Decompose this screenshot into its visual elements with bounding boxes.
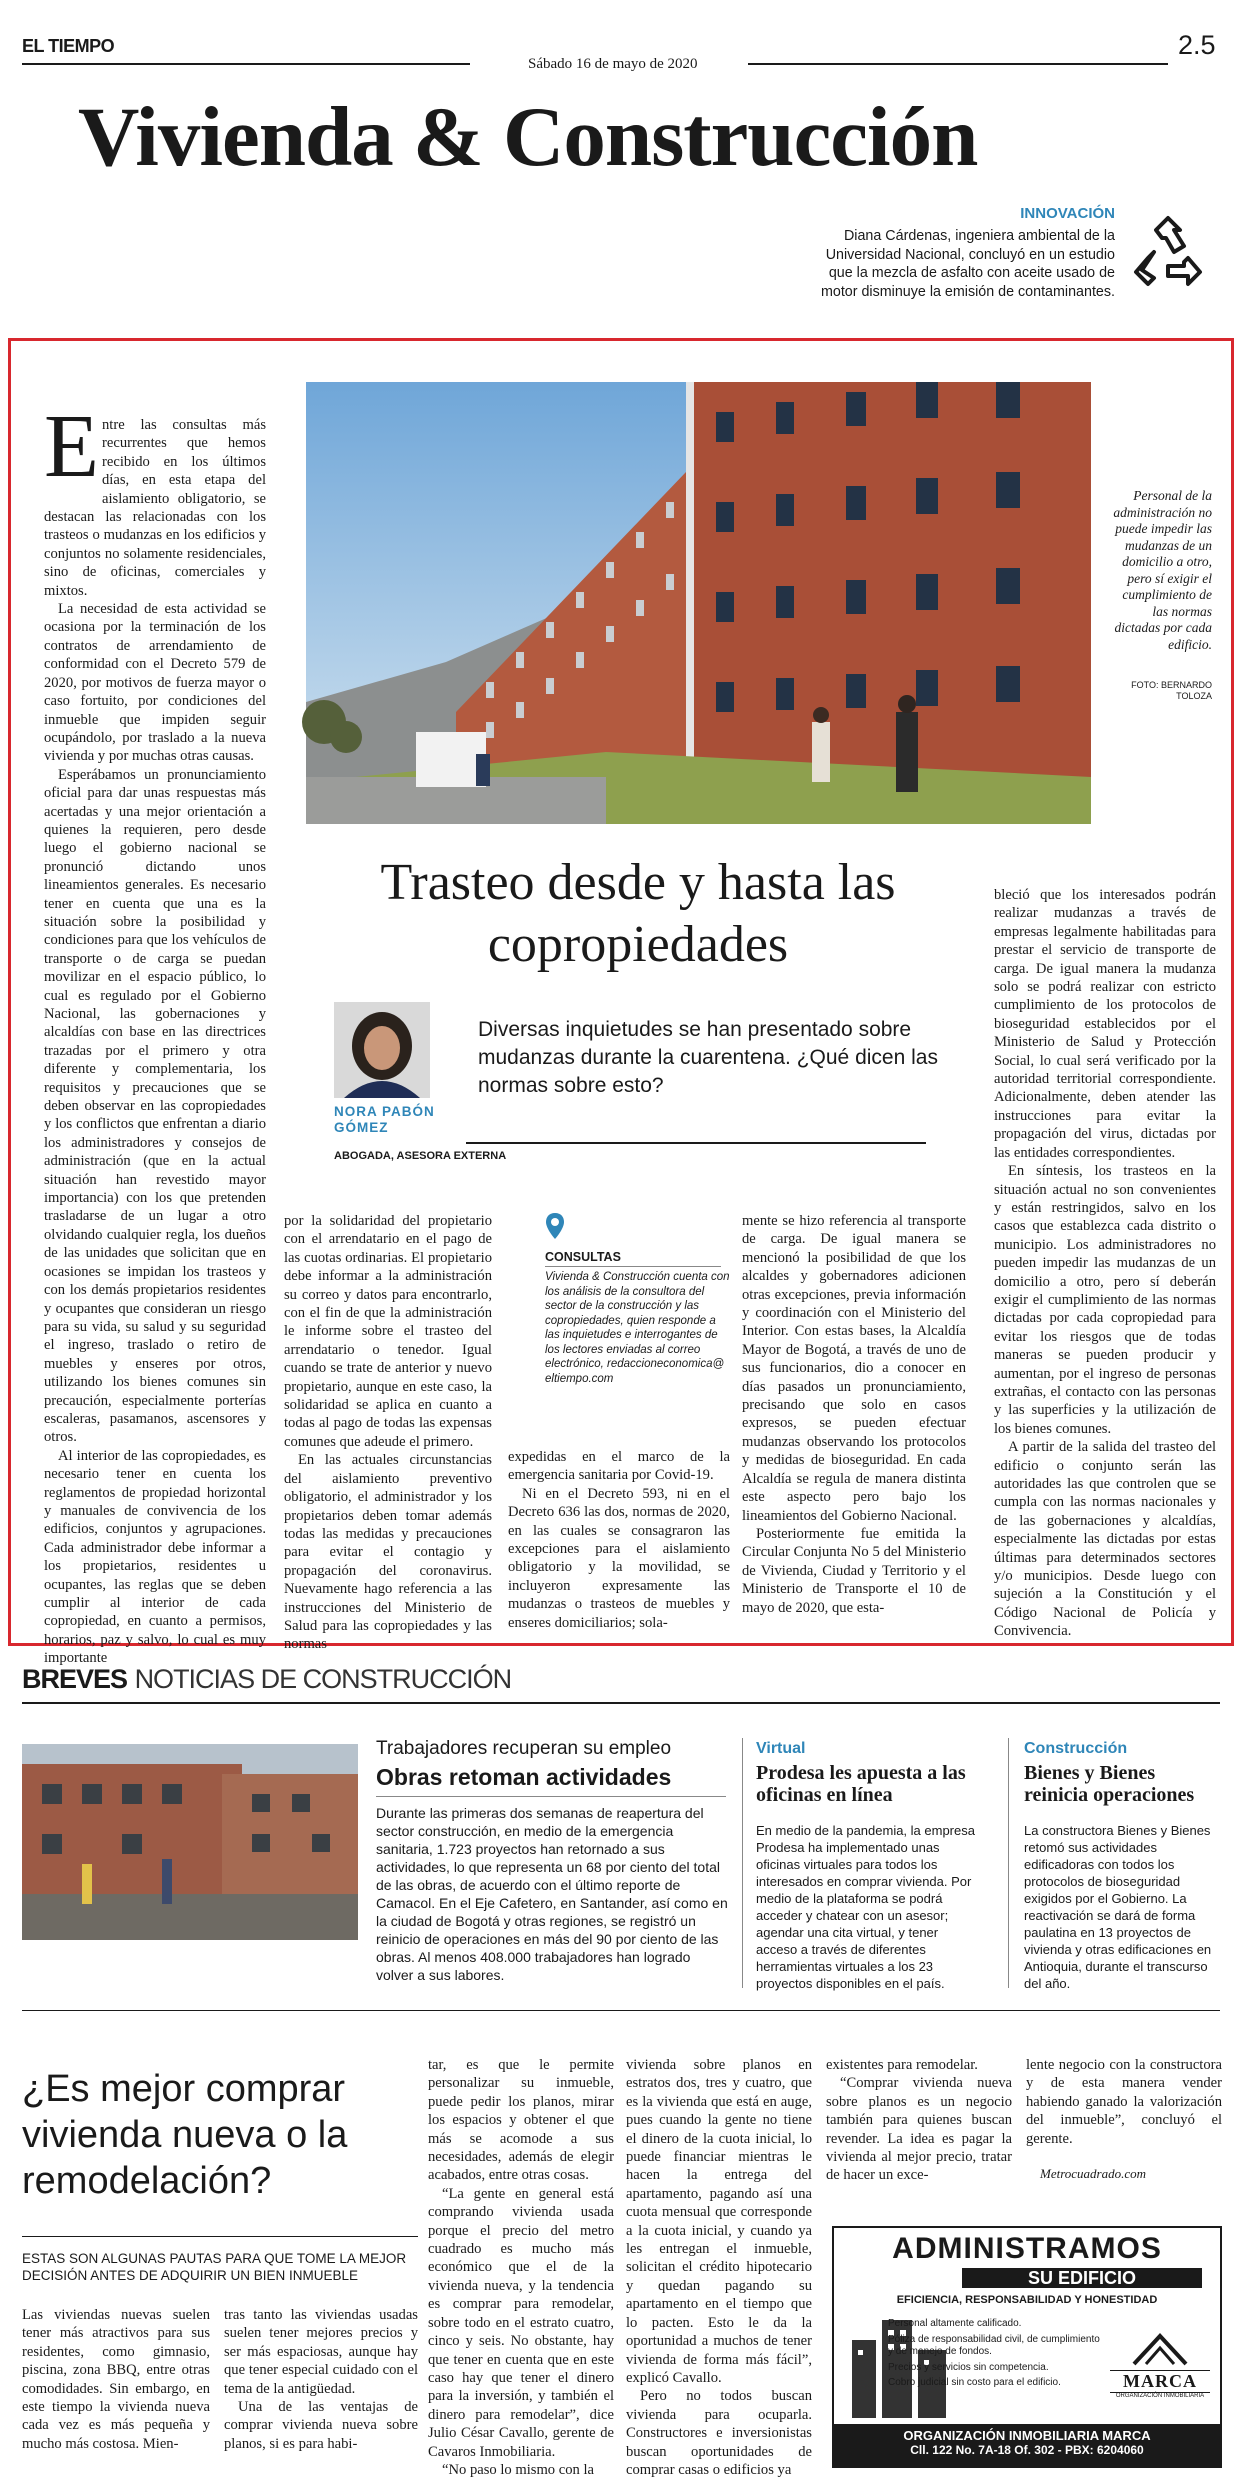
building-photo xyxy=(306,382,1091,824)
breves-virtual-title: Prodesa les apuesta a las oficinas en línea xyxy=(756,1762,966,1806)
innovacion-label: INNOVACIÓN xyxy=(1020,205,1115,222)
paper-name: EL TIEMPO xyxy=(22,36,115,56)
article-paragraph: mente se hizo referencia al transporte de carga. De igual manera se mencionó la posibilidad de que los alcaldes y gobernadores adicionen otras excepciones, previa información y coordinación con el Ministerio del Interior. Con estas bases, la Alcaldía Mayor de Bogotá, a través de uno de sus funcionarios, dio a conocer en días pasados un pronunciamiento, precisando que solo en casos expresos, se pueden efectuar mudanzas observando los protocolos y medidas de bioseguridad. En cada Alcaldía se regula de manera distinta este aspecto pero bajo los lineamientos del Gobierno Nacional. xyxy=(742,1213,966,1524)
consultas-text: Vivienda & Construcción cuenta con los análisis de la consultora del sector de la construcción y las copropiedades, quien responde a las inquietudes e interrogantes de los lectores enviadas al correo electrónico, redaccioneconomica@ eltiempo.com xyxy=(545,1271,730,1385)
breves-construccion-body: La constructora Bienes y Bienes retomó sus actividades edificadoras con todos los protocolos de bioseguridad exigidos por el Gobierno. La reactivación se dará de forma paulatina en 13 proyectos de vivienda y otras edificaciones en Antioquia, durante el transcurso del año. xyxy=(1024,1823,1212,1991)
bottom-headline: ¿Es mejor comprar vivienda nueva o la remodelación? xyxy=(22,2068,348,2202)
article-paragraph: En síntesis, los trasteos en la situación actual no son convenientes y están restringidos, salvo en los casos que establezca cada distrito o municipio. Los administradores no pueden impedir las mudanzas de un domicilio a otro, pero sí deberán exigir el cumplimiento de las normas dictadas por cada copropiedad para evitar los riesgos que de todas maneras se pueden producir y aumentan, por el ingreso de personas extrañas, el contacto con las personas y las superficies y la utilización de los bienes comunes. xyxy=(994,1163,1216,1437)
breves-label-light: NOTICIAS DE CONSTRUCCIÓN xyxy=(134,1664,512,1694)
ad-bullet: Precios y servicios sin competencia. xyxy=(888,2361,1049,2373)
bottom-paragraph: Una de las ventajas de comprar vivienda nueva sobre planos, si es para habi- xyxy=(224,2399,418,2452)
recycle-icon xyxy=(1128,212,1208,292)
breves-top-rule xyxy=(22,1702,1220,1704)
breves-divider-1 xyxy=(742,1738,743,1988)
ad-footer-address: Cll. 122 No. 7A-18 Of. 302 - PBX: 6204060 xyxy=(910,2443,1144,2457)
bottom-paragraph: “La gente en general está comprando vivienda usada porque el precio del metro cuadrado es mucho más económico que el de la vivienda nueva, y la tendencia es comprar para remodelar, sobre todo en el estrato cuatro, cinco y seis. No obstante, hay que tener en cuenta que en este caso hay que tener el dinero para la inversión, y también el dinero para remodelar”, dice Julio César Cavallo, gerente de Cavaros Inmobiliaria. xyxy=(428,2185,614,2460)
article-paragraph: por la solidaridad del propietario con el arrendatario en el pago de las cuotas ordinarias. El propietario debe informar a la administración su correo y datos para encontrarlo, con el fin de que la administración le informe sobre el trasteo del arrendatario o tenedor. Igual cuando se trate de anterior y nuevo propietario, aunque en este caso, la solidaridad se aplica en cuanto a todas al pago de todas las expensas comunes que adeude el primero. xyxy=(284,1213,492,1450)
article-paragraph: A partir de la salida del trasteo del edificio o conjunto serán las autoridades las que controlen que se cumpla con las normas nacionales y de las gobernaciones y alcaldías, especialmente las dictadas por estas últimas para determinados sectores y/o municipios. Desde luego con sujeción a la Constitución y el Código Nacional de Policía y Convivencia. xyxy=(994,1439,1216,1640)
breves-virtual-kicker: Virtual xyxy=(756,1740,806,1757)
ad-tagline: EFICIENCIA, RESPONSABILIDAD Y HONESTIDAD xyxy=(896,2294,1158,2306)
article-column-4 xyxy=(742,1212,966,1642)
bottom-paragraph: Las viviendas nuevas suelen tener más atractivos para sus residentes, como gimnasio, piscina, zona BBQ, entre otras comodidades. Sin embargo, en este tiempo la vivienda nueva cada vez es más pequeña y mucho más costosa. Mien- xyxy=(22,2307,210,2452)
consultas-rule xyxy=(545,1266,721,1267)
bottom-column-2 xyxy=(224,2306,418,2476)
bottom-paragraph: “No paso lo mismo con la xyxy=(442,2461,594,2478)
bottom-paragraph: existentes para remodelar. xyxy=(826,2057,978,2073)
breves-divider-2 xyxy=(1008,1738,1009,1988)
ad-footer xyxy=(834,2424,1220,2468)
feature-headline: Trasteo desde y hasta las copropiedades xyxy=(380,854,896,973)
breves-label xyxy=(22,1664,511,1695)
consultas-label: CONSULTAS xyxy=(545,1250,621,1264)
article-column-5 xyxy=(994,886,1216,1642)
breves-virtual-body: En medio de la pandemia, la empresa Prodesa ha implementado unas oficinas virtuales para todos los interesados en comprar vivienda. Por medio de la plataforma se podrá acceder y chatear con un asesor; agendar una cita virtual, y tener acceso a través de diferentes herramientas virtuales a los 23 proyectos disponibles en el país. xyxy=(756,1823,975,1991)
masthead-rule-right xyxy=(748,63,1168,65)
article-column-2 xyxy=(284,1212,492,1653)
page-number: 2.5 xyxy=(1178,30,1216,60)
deck-rule xyxy=(466,1142,926,1144)
breves-main-rule xyxy=(376,1796,726,1797)
ad-subtitle: SU EDIFICIO xyxy=(962,2268,1202,2288)
article-paragraph: Esperábamos un pronunciamiento oficial para dar unas respuestas más acertadas y una mejor orientación a quienes la requieren, pero desde luego el gobierno nacional se pronunció dictando unos lineamientos generales. Es necesario tener en cuenta que una es la situación sobre la posibilidad y condiciones para que los vehículos de transporte o de carga se puedan movilizar en el espacio público, lo cual es regulado por el Gobierno Nacional, las gobernaciones y alcaldías con base en las directrices trazadas por el primero y otra diferente y complementaria, los requisitos y precauciones que se deben observar en las copropiedades y los conflictos que enfrentan a diario los administradores y consejos de administración (que en la actual situación han revestido mayor importancia) con los que pretenden trasladarse de un lugar a otro olvidando cualquier regla, los dueños de las unidades que solicitan que en ocasiones se impidan los trasteos y con los demás propietarios residentes y ocupantes que consideran un riesgo para su vida, su salud y su seguridad el ingreso, traslado o retiro de muebles y enseres por otros, utilizando los bienes comunes sin precaución, especialmente porterías escaleras, pasamanos, ascensores y otros. xyxy=(44,766,266,1446)
section-title: Vivienda & Construcción xyxy=(78,90,978,184)
author-role: ABOGADA, ASESORA EXTERNA xyxy=(334,1150,507,1162)
author-name: NORA PABÓN GÓMEZ xyxy=(334,1104,435,1135)
photo-credit: FOTO: BERNARDO TOLOZA xyxy=(1131,680,1212,701)
article-paragraph: bleció que los interesados podrán realizar mudanzas a través de empresas legalmente habilitadas para prestar el servicio de transporte de carga. De igual manera la mudanza solo se podrá realizar con estricto cumplimiento de los protocolos de bioseguridad establecidos por el Ministerio de Salud y Protección Social, lo cual será verificado por la autoridad territorial correspondiente. Adicionalmente, deben atender las instrucciones para evitar la propagación del virus, dictadas por las entidades correspondientes. xyxy=(994,887,1216,1161)
ad-bullet: Póliza de responsabilidad civil, de cumplimiento y de manejo de fondos. xyxy=(888,2333,1100,2357)
author-photo xyxy=(334,1002,430,1098)
article-column-1 xyxy=(44,416,266,1667)
bottom-source: Metrocuadrado.com xyxy=(1040,2166,1147,2181)
article-paragraph: En las actuales circunstancias del aislamiento preventivo obligatorio, el administrador y los propietarios deben tomar además todas las medidas y precauciones para evitar el contagio y propagación del coronavirus. Nuevamente hago referencia a las instrucciones del Ministerio de Salud para las copropiedades y las normas xyxy=(284,1452,492,1653)
bottom-subhead-rule xyxy=(22,2236,418,2237)
masthead-rule-left xyxy=(22,63,470,65)
bottom-column-5 xyxy=(826,2056,1012,2216)
bottom-paragraph: tras tanto las viviendas usadas suelen tener mejores precios y ser más espaciosas, aunque hay que tener especial cuidado con el tema de la antigüedad. xyxy=(224,2307,418,2397)
bottom-paragraph: vivienda sobre planos en estratos dos, tres y cuatro, que es la vivienda que está en auge, pues cuando la gente no tiene el dinero de la cuota inicial, lo puede financiar mientras le hacen la entrega del apartamento, pagando así una cuota mensual que corresponde a la cuota inicial, y cuando ya les entregan el inmueble, solicitan el crédito hipotecario y quedan pagando su apartamento en el tiempo que lo pacten. Esto le da la oportunidad a muchos de tener vivienda de forma más fácil”, explicó Cavallo. xyxy=(626,2057,812,2386)
breves-construccion-title: Bienes y Bienes reinicia operaciones xyxy=(1024,1762,1195,1806)
advertisement xyxy=(832,2226,1222,2468)
ad-title: ADMINISTRAMOS xyxy=(892,2232,1162,2265)
article-paragraph: ntre las consultas más recurrentes que hemos recibido en los últimos días, en esta etapa del aislamiento obligatorio, se destacan las relacionadas con los trasteos o mudanzas en los edificios y conjuntos no solamente residenciales, sino de oficinas, comerciales y mixtos. xyxy=(44,417,266,599)
bottom-paragraph: “Comprar vivienda nueva sobre planos es un negocio también para quienes buscan revender. La idea es pagar la vivienda al mejor precio, tratar de hacer un exce- xyxy=(826,2075,1012,2184)
bottom-column-6 xyxy=(1026,2056,1222,2166)
bottom-column-3 xyxy=(428,2056,614,2476)
bottom-paragraph: tar, es que le permite personalizar su inmueble, puede pedir los planos, mirar los espacios y obtener el que más se acomode a sus necesidades, además de elegir acabados, entre otras cosas. xyxy=(428,2057,614,2184)
innovacion-text: Diana Cárdenas, ingeniera ambiental de la Universidad Nacional, concluyó en un estudio que la mezcla de asfalto con aceite usado de motor disminuye la emisión de contaminantes. xyxy=(820,228,1115,300)
location-pin-icon xyxy=(545,1212,565,1240)
ad-footer-company: ORGANIZACIÓN INMOBILIARIA MARCA xyxy=(903,2428,1151,2443)
photo-caption: Personal de la administración no puede impedir las mudanzas de un domicilio a otro, pero sí exigir el cumplimiento de las normas dictadas por cada edificio. xyxy=(1113,488,1212,652)
breves-bottom-rule xyxy=(22,2010,1220,2011)
ad-bullet: Cobro judicial sin costo para el edificio. xyxy=(888,2377,1061,2388)
issue-date: Sábado 16 de mayo de 2020 xyxy=(528,56,698,72)
construction-photo xyxy=(22,1744,358,1940)
marca-logo xyxy=(1110,2332,1210,2408)
article-paragraph: Ni en el Decreto 593, ni en el Decreto 636 las dos, normas de 2020, en las cuales se consagraron las excepciones para el aislamiento obligatorio y la movilidad, se incluyeron expresamente las mudanzas o trasteos de muebles y enseres domiciliarios; sola- xyxy=(508,1485,730,1631)
bottom-column-4 xyxy=(626,2056,812,2476)
breves-main-kicker: Trabajadores recuperan su empleo xyxy=(376,1738,672,1759)
feature-deck: Diversas inquietudes se han presentado sobre mudanzas durante la cuarentena. ¿Qué dicen las normas sobre esto? xyxy=(478,1018,938,1097)
article-paragraph: Posteriormente fue emitida la Circular Conjunta No 5 del Ministerio de Vivienda, Ciudad y Territorio y el Ministerio de Transporte el 10 de mayo de 2020, que esta- xyxy=(742,1525,966,1616)
breves-label-bold: BREVES xyxy=(22,1664,128,1694)
ad-bullet: Personal altamente calificado. xyxy=(888,2318,1022,2329)
bottom-paragraph: Pero no todos buscan vivienda para ocuparla. Constructores e inversionistas buscan oportunidades de comprar casas o edificios ya xyxy=(626,2388,812,2478)
ad-bullets xyxy=(888,2318,1102,2390)
breves-main-title: Obras retoman actividades xyxy=(376,1764,672,1790)
breves-construccion-kicker: Construcción xyxy=(1024,1740,1128,1757)
article-paragraph: Al interior de las copropiedades, es necesario tener en cuenta los reglamentos de propiedad horizontal y manuales de convivencia de los edificios, conjuntos y agrupaciones. Cada administrador debe informar a los propietarios, residentes u ocupantes, las reglas que se deben cumplir al interior de cada copropiedad, en cuanto a permisos, horarios, paz y salvo, lo cual es muy importante xyxy=(44,1447,266,1667)
bottom-column-1 xyxy=(22,2306,210,2476)
marca-logo-text: MARCA xyxy=(1110,2370,1210,2393)
bottom-subhead: ESTAS SON ALGUNAS PAUTAS PARA QUE TOME LA MEJOR DECISIÓN ANTES DE ADQUIRIR UN BIEN INMUEBLE xyxy=(22,2251,407,2283)
breves-main-body: Durante las primeras dos semanas de reapertura del sector construcción, en medio de la emergencia sanitaria, 1.723 proyectos han retornado a sus actividades, lo que representa un 68 por ciento del total de las obras, de acuerdo con el último reporte de Camacol. En el Eje Cafetero, en Santander, así como en la ciudad de Bogotá y otras regiones, se registró un reinicio de operaciones en más del 90 por ciento de las obras. Al menos 408.000 trabajadores han logrado volver a sus labores. xyxy=(376,1805,728,1983)
article-paragraph: expedidas en el marco de la emergencia sanitaria por Covid-19. xyxy=(508,1449,730,1484)
article-column-3 xyxy=(508,1448,730,1642)
bottom-paragraph: lente negocio con la constructora y de esta manera vender habiendo ganado la valorización del inmueble”, concluyó el gerente. xyxy=(1026,2057,1222,2147)
marca-logo-subtext: ORGANIZACIÓN INMOBILIARIA xyxy=(1115,2393,1205,2399)
article-paragraph: La necesidad de esta actividad se ocasiona por la terminación de los contratos de arrendamiento de conformidad con el Decreto 579 de 2020, por motivos de fuerza mayor o caso fortuito, por condiciones del inmueble que impiden seguir ocupándolo, por traslado a la nueva vivienda y por muchas otras causas. xyxy=(44,601,266,765)
drop-cap: E xyxy=(44,397,99,496)
